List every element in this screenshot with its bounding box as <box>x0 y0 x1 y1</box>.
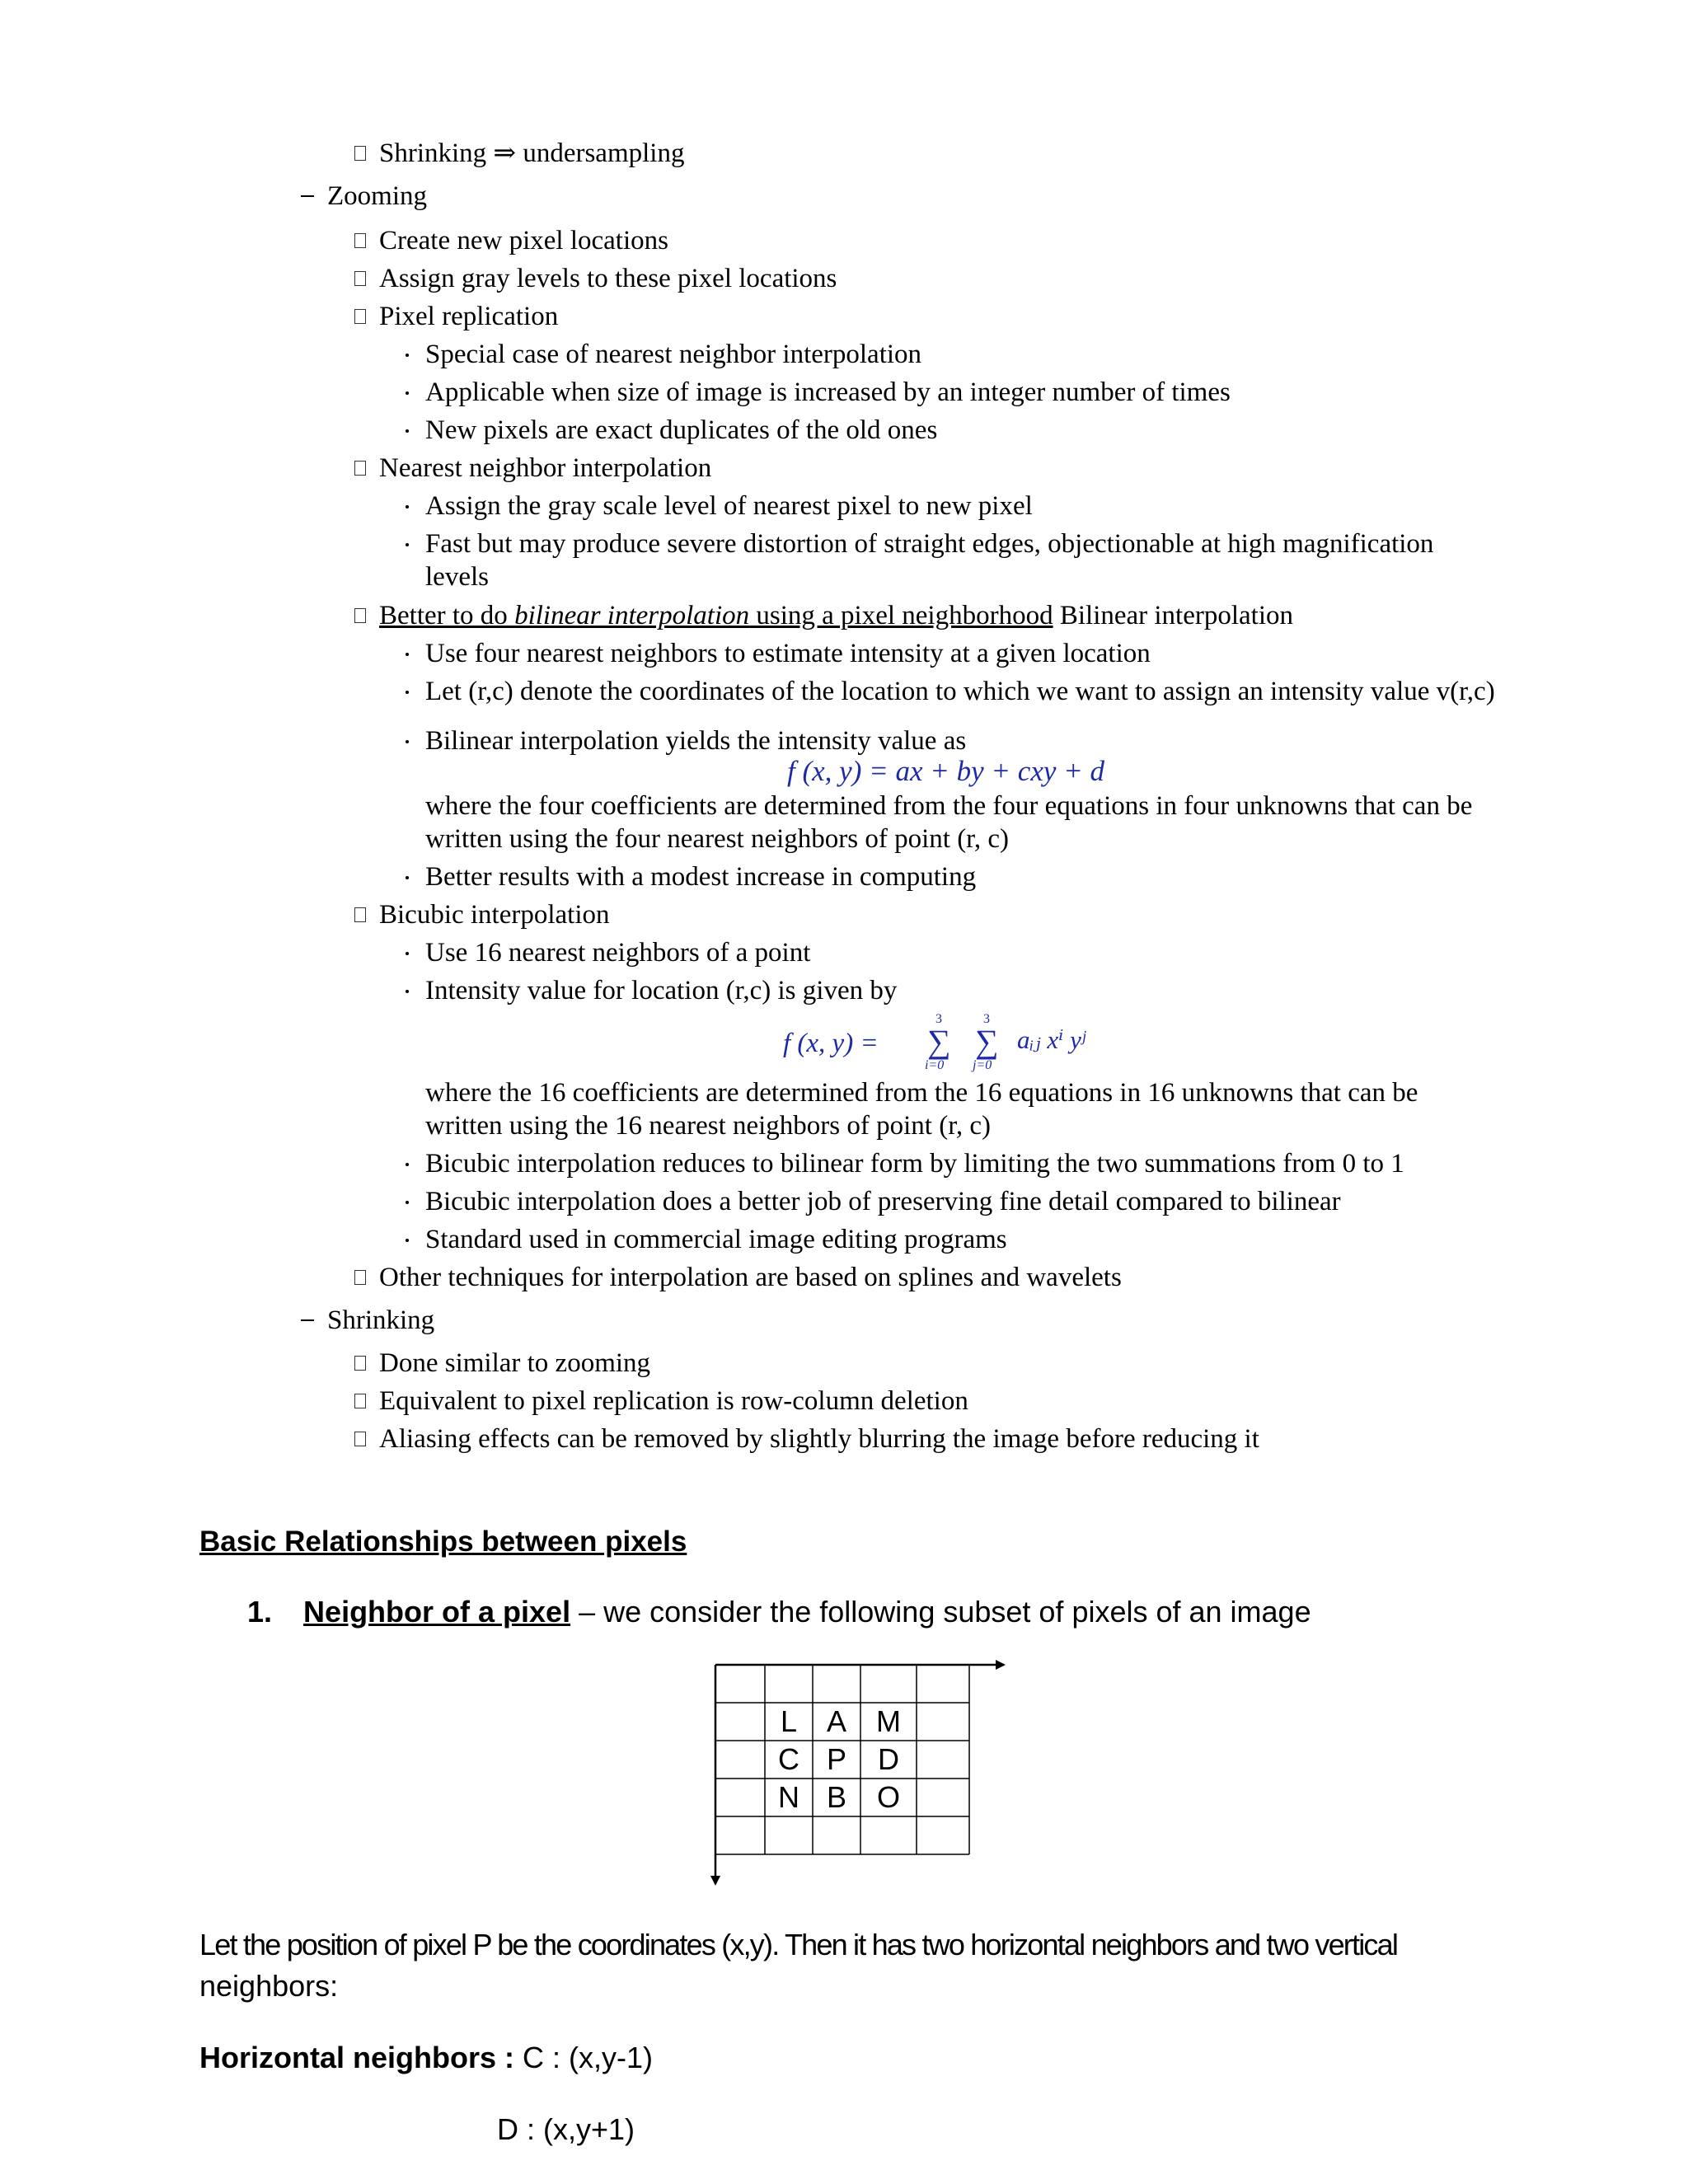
dot-bullet-icon <box>406 691 409 694</box>
bilinear-explanation: written using the four nearest neighbors of point (r, c) <box>425 824 1009 854</box>
horizontal-neighbors-label: Horizontal neighbors : <box>199 2041 514 2074</box>
bicubic-formula-term: aᵢⱼ xⁱ yʲ <box>1017 1025 1085 1054</box>
square-bullet-icon <box>354 1356 366 1371</box>
bicubic-item: Bicubic interpolation does a better job of preserving fine detail compared to bilinear <box>406 1185 1341 1218</box>
bullet-bilinear: Better to do bilinear interpolation using a pixel neighborhood Bilinear interpolation <box>354 599 1293 632</box>
sum-sign-icon: ∑ <box>927 1023 951 1060</box>
dot-bullet-icon <box>406 1163 409 1166</box>
bullet-pixel-replication: Pixel replication <box>354 300 558 333</box>
grid-cell-N: N <box>778 1780 799 1814</box>
dash-bullet-icon <box>301 195 314 197</box>
bicubic-explanation: written using the 16 nearest neighbors of point (r, c) <box>425 1111 992 1141</box>
bilinear-item: Let (r,c) denote the coordinates of the location to which we want to assign an intensity value v(r,c) <box>406 675 1495 708</box>
nearest-neighbor-item-cont: levels <box>425 562 489 592</box>
nearest-neighbor-item: Fast but may produce severe distortion of straight edges, objectionable at high magnification <box>406 527 1433 560</box>
section-heading: Basic Relationships between pixels <box>199 1526 687 1558</box>
bullet-shrinking-item: Equivalent to pixel replication is row-column deletion <box>354 1385 968 1418</box>
bullet-other-techniques: Other techniques for interpolation are based on splines and wavelets <box>354 1261 1122 1294</box>
square-bullet-icon <box>354 1432 366 1446</box>
bullet-shrinking-undersampling: Shrinking ⇒ undersampling <box>354 137 684 170</box>
square-bullet-icon <box>354 233 366 248</box>
grid-cell-B: B <box>826 1780 846 1814</box>
bilinear-item: Use four nearest neighbors to estimate intensity at a given location <box>406 637 1151 670</box>
bullet-nearest-neighbor: Nearest neighbor interpolation <box>354 452 711 485</box>
square-bullet-icon <box>354 146 366 161</box>
horizontal-neighbor-c: C : (x,y-1) <box>514 2041 653 2074</box>
zooming-heading: Zooming <box>301 180 427 213</box>
bicubic-item: Standard used in commercial image editing programs <box>406 1223 1007 1256</box>
dash-bullet-icon <box>301 1319 314 1321</box>
dot-bullet-icon <box>406 952 409 955</box>
bilinear-explanation: where the four coefficients are determined from the four equations in four unknowns that can be <box>425 791 1473 821</box>
bilinear-item: Bilinear interpolation yields the intensity value as <box>406 724 966 757</box>
square-bullet-icon <box>354 461 366 476</box>
square-bullet-icon <box>354 1270 366 1285</box>
grid-cell-O: O <box>876 1780 900 1814</box>
square-bullet-icon <box>354 271 366 286</box>
square-bullet-icon <box>354 907 366 922</box>
square-bullet-icon <box>354 1394 366 1408</box>
sum-sign-icon: ∑ <box>975 1023 999 1060</box>
bullet-shrinking-item: Done similar to zooming <box>354 1347 650 1380</box>
grid-cell-P: P <box>826 1742 846 1776</box>
pixel-replication-item: Special case of nearest neighbor interpolation <box>406 338 921 371</box>
grid-cell-M: M <box>876 1704 901 1738</box>
item-number: 1. <box>247 1595 273 1629</box>
neighbor-description: – we consider the following subset of pixels of an image <box>570 1595 1311 1629</box>
bullet-assign-gray: Assign gray levels to these pixel locations <box>354 262 837 295</box>
dot-bullet-icon <box>406 740 409 743</box>
bicubic-formula <box>783 1012 1129 1078</box>
sum-lower-limit: i=0 <box>925 1058 945 1072</box>
bullet-bicubic: Bicubic interpolation <box>354 898 610 931</box>
bullet-shrinking-item: Aliasing effects can be removed by slightly blurring the image before reducing it <box>354 1422 1259 1455</box>
dot-bullet-icon <box>406 1239 409 1242</box>
shrinking-heading: Shrinking <box>301 1304 434 1337</box>
bicubic-item: Bicubic interpolation reduces to bilinear form by limiting the two summations from 0 to 1 <box>406 1147 1404 1180</box>
dot-bullet-icon <box>406 391 409 395</box>
pixel-replication-item: Applicable when size of image is increased by an integer number of times <box>406 376 1231 409</box>
square-bullet-icon <box>354 608 366 623</box>
bilinear-item: Better results with a modest increase in computing <box>406 860 976 893</box>
dot-bullet-icon <box>406 354 409 357</box>
bullet-create-locations: Create new pixel locations <box>354 224 668 257</box>
neighbor-of-pixel-line <box>247 1594 1311 1630</box>
dot-bullet-icon <box>406 505 409 509</box>
pixel-grid-diagram <box>709 1648 1014 1896</box>
horizontal-neighbors-line <box>199 2040 653 2076</box>
horizontal-neighbor-d: D : (x,y+1) <box>497 2112 635 2146</box>
nearest-neighbor-item: Assign the gray scale level of nearest pixel to new pixel <box>406 490 1033 523</box>
dot-bullet-icon <box>406 429 409 433</box>
position-text: Let the position of pixel P be the coordinates (x,y). Then it has two horizontal neighbors and two vertical <box>199 1928 1398 1961</box>
grid-cell-A: A <box>826 1704 846 1738</box>
dot-bullet-icon <box>406 876 409 879</box>
dot-bullet-icon <box>406 543 409 546</box>
dot-bullet-icon <box>406 1201 409 1204</box>
sum-lower-limit: j=0 <box>973 1058 992 1072</box>
grid-cell-L: L <box>780 1704 798 1738</box>
neighbor-title: Neighbor of a pixel <box>303 1595 571 1629</box>
dot-bullet-icon <box>406 990 409 993</box>
dot-bullet-icon <box>406 653 409 656</box>
position-text-cont: neighbors: <box>199 1969 339 2003</box>
bilinear-formula: f (x, y) = ax + by + cxy + d <box>787 755 1104 787</box>
bicubic-item: Use 16 nearest neighbors of a point <box>406 936 810 969</box>
pixel-replication-item: New pixels are exact duplicates of the old ones <box>406 414 937 447</box>
bicubic-explanation: where the 16 coefficients are determined from the 16 equations in 16 unknowns that can be <box>425 1078 1418 1108</box>
square-bullet-icon <box>354 309 366 324</box>
sum-upper-limit: 3 <box>983 1012 990 1026</box>
grid-cell-D: D <box>878 1742 899 1776</box>
grid-cell-C: C <box>778 1742 799 1776</box>
bicubic-formula-lhs: f (x, y) = <box>783 1029 879 1058</box>
sum-upper-limit: 3 <box>935 1012 942 1026</box>
bicubic-item: Intensity value for location (r,c) is given by <box>406 974 897 1007</box>
